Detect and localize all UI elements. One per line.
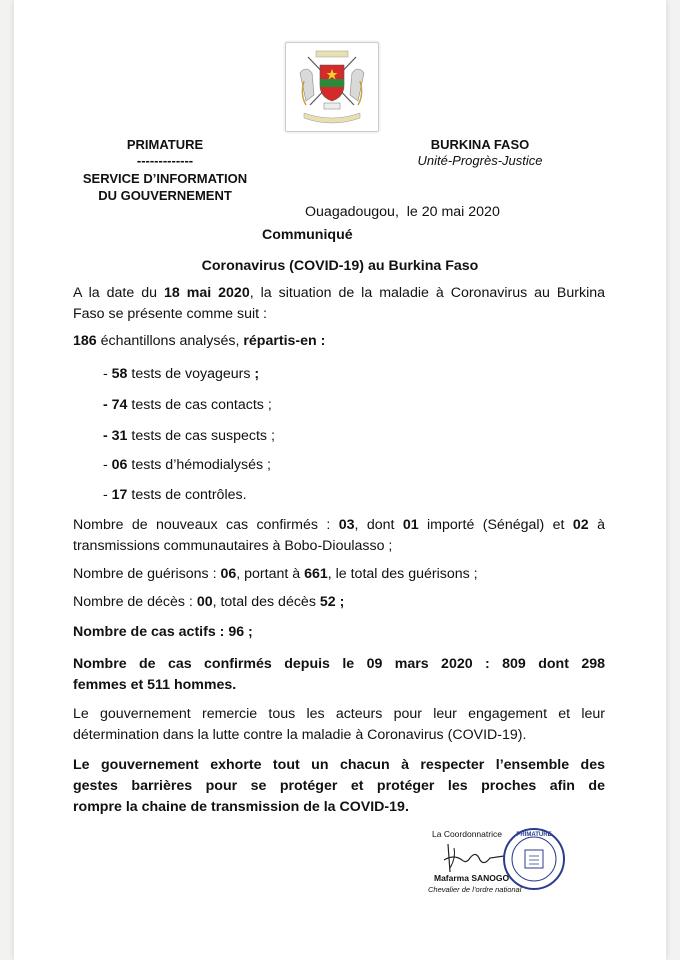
deaths-line: Nombre de décès : 00, total des décès 52 ; <box>73 594 345 610</box>
list-item: - 31 tests de cas suspects ; <box>103 428 275 444</box>
document-type: Communiqué <box>262 227 353 243</box>
coat-of-arms-emblem <box>285 42 379 132</box>
handwritten-signature <box>440 838 510 878</box>
header-service: SERVICE D’INFORMATION <box>82 171 248 186</box>
signatory-title: Chevalier de l’ordre national <box>428 885 522 894</box>
seal-label: PRIMATURE <box>516 832 552 838</box>
active-cases-line: Nombre de cas actifs : 96 ; <box>73 624 253 640</box>
official-seal <box>503 828 565 890</box>
exhort-paragraph: Le gouvernement exhorte tout un chacun à respecter l’ensemble des gestes barrières pour se protéger et protéger les proches afin de rompre la chaine de transmission de la COVID-19. <box>73 757 605 815</box>
list-item: - 74 tests de cas contacts ; <box>103 397 272 413</box>
intro-paragraph: A la date du 18 mai 2020, la situation de la maladie à Coronavirus au Burkina Faso se présente comme suit : <box>73 285 605 322</box>
header-country: BURKINA FASO <box>430 137 530 152</box>
header-primature: PRIMATURE <box>126 137 204 152</box>
signatory-name: Mafarma SANOGO <box>434 873 510 883</box>
list-item: - 17 tests de contrôles. <box>103 487 247 503</box>
list-item: - 06 tests d’hémodialysés ; <box>103 457 271 473</box>
document-subject: Coronavirus (COVID-19) au Burkina Faso <box>201 258 479 274</box>
confirmed-total-paragraph: Nombre de cas confirmés depuis le 09 mars 2020 : 809 dont 298 femmes et 511 hommes. <box>73 656 605 693</box>
thanks-paragraph: Le gouvernement remercie tous les acteurs pour leur engagement et leur détermination dans la lutte contre la maladie à Coronavirus (COVID-19). <box>73 706 605 743</box>
samples-line: 186 échantillons analysés, répartis-en : <box>73 333 326 349</box>
header-gouvernement: DU GOUVERNEMENT <box>98 188 232 203</box>
header-motto: Unité-Progrès-Justice <box>417 153 543 168</box>
place-date: Ouagadougou, le 20 mai 2020 <box>305 204 500 220</box>
list-item: - 58 tests de voyageurs ; <box>103 366 260 382</box>
header-dashes: ------------- <box>136 153 194 168</box>
seal-icon <box>505 830 563 888</box>
signatory-role: La Coordonnatrice <box>432 829 502 839</box>
recoveries-line: Nombre de guérisons : 06, portant à 661, le total des guérisons ; <box>73 566 478 582</box>
new-cases-paragraph: Nombre de nouveaux cas confirmés : 03, dont 01 importé (Sénégal) et 02 à transmissions communautaires à Bobo-Dioulasso ; <box>73 517 605 554</box>
coat-of-arms-icon <box>286 43 378 131</box>
